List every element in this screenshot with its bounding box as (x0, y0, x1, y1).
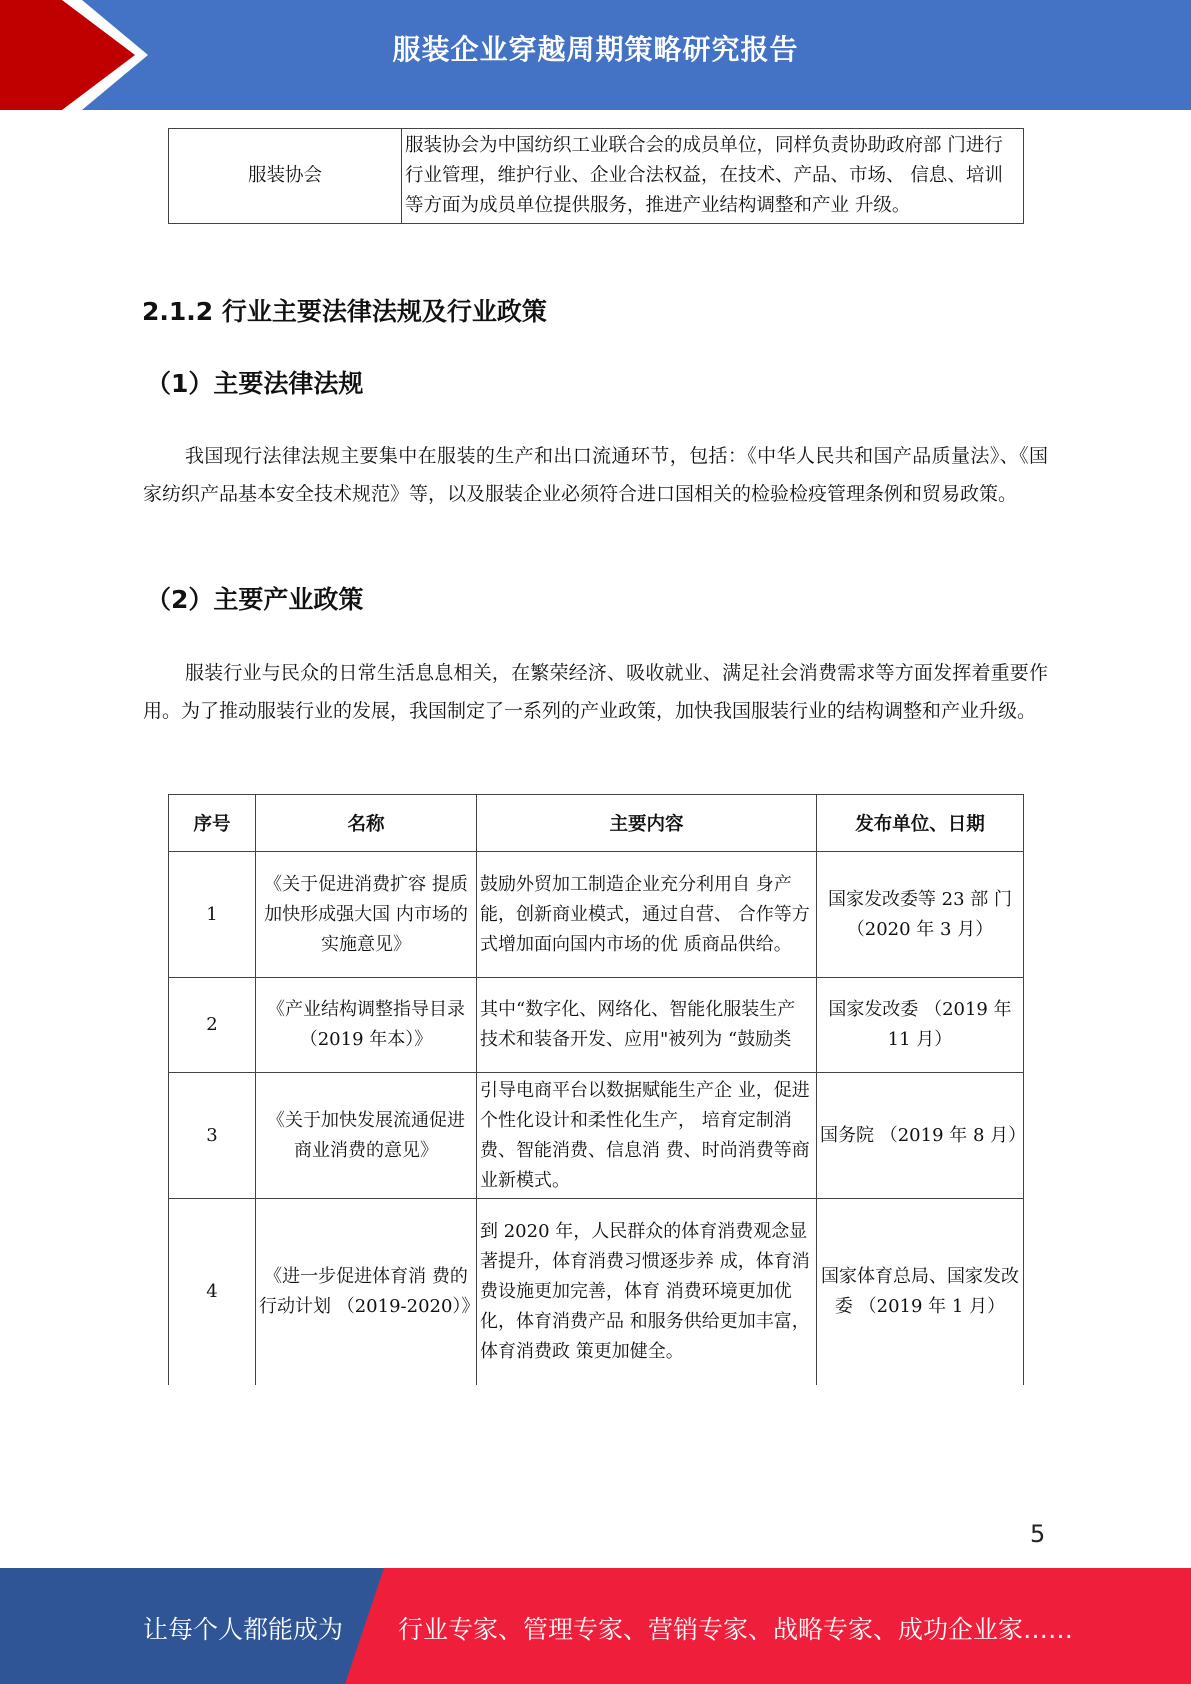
row-content: 其中“数字化、网络化、智能化服装生产技术和装备开发、应用"被列为 “鼓励类 (477, 978, 817, 1073)
section-heading: 2.1.2 行业主要法律法规及行业政策 (142, 297, 547, 326)
row-name: 《关于促进消费扩容 提质加快形成强大国 内市场的实施意见》 (256, 852, 477, 978)
row-no: 1 (169, 852, 256, 978)
table-row (169, 978, 1024, 1073)
footer-banner (0, 1568, 1191, 1684)
row-issuer: 国家发改委 （2019 年 11 月） (817, 978, 1024, 1073)
paragraph-policies: 服装行业与民众的日常生活息息相关，在繁荣经济、吸收就业、满足社会消费需求等方面发挥着重要作用。为了推动服装行业的发展，我国制定了一系列的产业政策，加快我国服装行业的结构调整和产业升级。 (143, 662, 1048, 722)
paragraph-laws: 我国现行法律法规主要集中在服装的生产和出口流通环节，包括：《中华人民共和国产品质量法》、《国家纺织产品基本安全技术规范》等，以及服装企业必须符合进口国相关的检验检疫管理条例和贸易政策。 (143, 445, 1048, 505)
footer-slogan-left: 让每个人都能成为 (143, 1615, 344, 1644)
table-header-row (169, 795, 1024, 852)
row-name: 《进一步促进体育消 费的行动计划 （2019-2020）》 (256, 1199, 477, 1385)
header-issuer: 发布单位、日期 (817, 795, 1024, 852)
row-issuer: 国家发改委等 23 部 门（2020 年 3 月） (817, 852, 1024, 978)
row-content: 鼓励外贸加工制造企业充分利用自 身产能，创新商业模式，通过自营、 合作等方式增加面向国内市场的优 质商品供给。 (477, 852, 817, 978)
table-row (169, 1199, 1024, 1385)
page-number: 5 (1030, 1520, 1046, 1548)
row-issuer: 国务院 （2019 年 8 月） (817, 1073, 1024, 1199)
table-row (169, 852, 1024, 978)
row-content: 引导电商平台以数据赋能生产企 业，促进个性化设计和柔性化生产， 培育定制消费、智能消费、信息消 费、时尚消费等商业新模式。 (477, 1073, 817, 1199)
subheading-laws: （1）主要法律法规 (146, 369, 364, 398)
header-banner (0, 0, 1191, 110)
association-table (168, 128, 1024, 224)
footer-slogan-right: 行业专家、管理专家、营销专家、战略专家、成功企业家…… (398, 1615, 1074, 1644)
header-name: 名称 (256, 795, 477, 852)
subheading-policies: （2）主要产业政策 (146, 585, 364, 614)
row-content: 到 2020 年，人民群众的体育消费观念显著提升，体育消费习惯逐步养 成，体育消费设施更加完善，体育 消费环境更加优化，体育消费产品 和服务供给更加丰富，体育消费政 策更加健全。 (477, 1199, 817, 1385)
header-no: 序号 (169, 795, 256, 852)
row-no: 3 (169, 1073, 256, 1199)
table-row (169, 1073, 1024, 1199)
row-name: 《关于加快发展流通促进商业消费的意见》 (256, 1073, 477, 1199)
header-content: 主要内容 (477, 795, 817, 852)
association-description: 服装协会为中国纺织工业联合会的成员单位，同样负责协助政府部 门进行行业管理，维护行业、企业合法权益，在技术、产品、市场、 信息、培训等方面为成员单位提供服务，推进产业结构调整和产业 升级。 (402, 129, 1024, 224)
row-no: 2 (169, 978, 256, 1073)
header-title: 服装企业穿越周期策略研究报告 (392, 33, 799, 66)
row-no: 4 (169, 1199, 256, 1385)
table-row (169, 129, 1024, 224)
row-name: 《产业结构调整指导目录（2019 年本）》 (256, 978, 477, 1073)
policy-table (168, 794, 1027, 1385)
association-name: 服装协会 (169, 129, 402, 224)
row-issuer: 国家体育总局、国家发改委 （2019 年 1 月） (817, 1199, 1024, 1385)
